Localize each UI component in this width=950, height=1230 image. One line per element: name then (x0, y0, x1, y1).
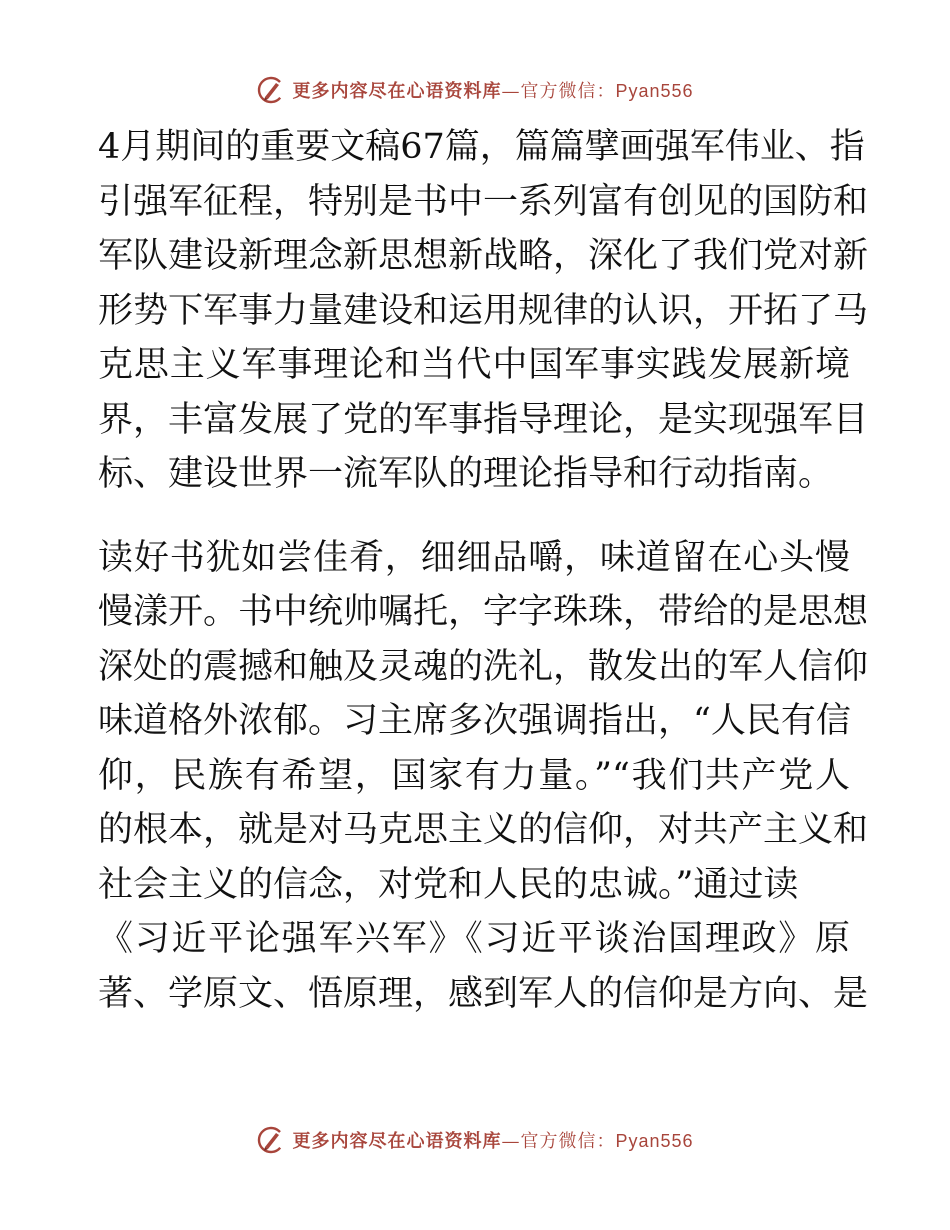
document-body (98, 120, 869, 1021)
text-line: 读好书犹如尝佳肴，细细品嚼，味道留在心头慢 (98, 537, 850, 578)
header-separator: — (501, 81, 521, 102)
text-line: 标、建设世界一流军队的理论指导和行动指南。 (98, 454, 834, 494)
paragraph-2 (98, 531, 869, 1022)
footer-banner (0, 1120, 950, 1160)
header-banner-text (292, 77, 693, 103)
text-line: 著、学原文、悟原理，感到军人的信仰是方向、是 (98, 973, 869, 1014)
footer-wechat-label: 官方微信： (520, 1131, 616, 1152)
text-line: 引强军征程，特别是书中一系列富有创见的国防和 (98, 181, 869, 222)
text-line: 仰，民族有希望，国家有力量。”“我们共产党人 (98, 755, 850, 796)
header-wechat-label: 官方微信： (520, 81, 616, 102)
header-banner (0, 70, 950, 110)
footer-wechat-id: Pyan556 (615, 1131, 694, 1151)
text-line: 军队建设新理念新思想新战略，深化了我们党对新 (98, 236, 869, 276)
text-line: 社会主义的信念，对党和人民的忠诚。”通过读 (98, 864, 799, 905)
paragraph-gap (98, 502, 850, 531)
text-line: 4月期间的重要文稿67篇，篇篇擘画强军伟业、指 (98, 127, 865, 167)
footer-banner-text (292, 1127, 693, 1153)
footer-brand-text: 更多内容尽在心语资料库 (292, 1131, 502, 1152)
text-line: 界，丰富发展了党的军事指导理论，是实现强军目 (98, 399, 869, 440)
text-line: 的根本，就是对马克思主义的信仰，对共产主义和 (98, 810, 869, 850)
footer-separator: — (501, 1131, 521, 1152)
header-wechat-id: Pyan556 (615, 81, 694, 101)
pen-logo-icon (256, 75, 286, 105)
text-line: 味道格外浓郁。习主席多次强调指出，“人民有信 (98, 701, 851, 741)
paragraph-1 (98, 120, 869, 502)
text-line: 慢漾开。书中统帅嘱托，字字珠珠，带给的是思想 (98, 592, 869, 632)
text-line: 《习近平论强军兴军》《习近平谈治国理政》原 (98, 919, 850, 959)
pen-logo-icon (256, 1125, 286, 1155)
text-line: 形势下军事力量建设和运用规律的认识，开拓了马 (98, 290, 869, 331)
text-line: 深处的震撼和触及灵魂的洗礼，散发出的军人信仰 (98, 646, 869, 687)
header-brand-text: 更多内容尽在心语资料库 (292, 81, 502, 102)
text-line: 克思主义军事理论和当代中国军事实践发展新境 (98, 345, 850, 385)
